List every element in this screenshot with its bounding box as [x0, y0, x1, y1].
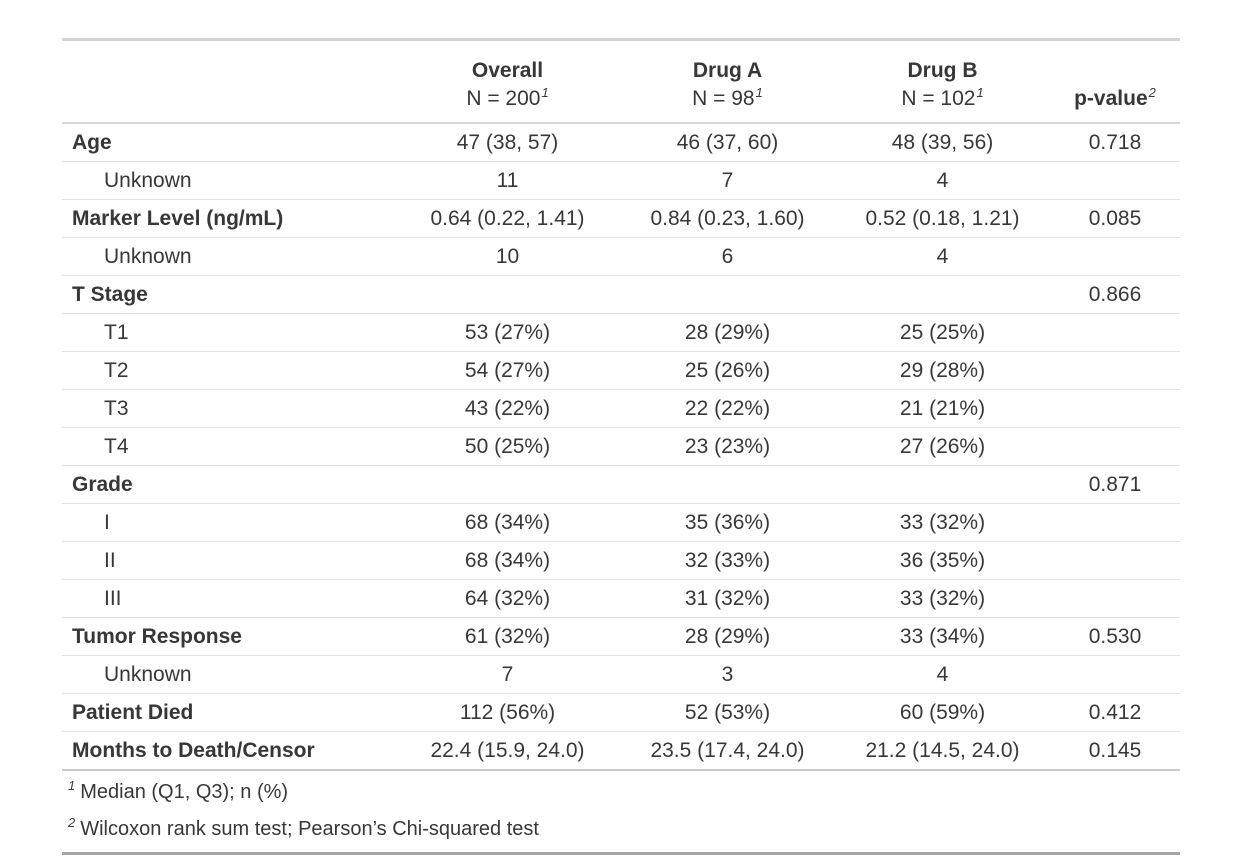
table-row-patient-died [62, 694, 1180, 732]
table-row-age-unknown [62, 162, 1180, 200]
cell-p-value: 0.412 [1050, 694, 1180, 732]
table-body [62, 123, 1180, 770]
column-header-drug-a [620, 40, 835, 124]
row-label: Marker Level (ng/mL) [62, 200, 395, 238]
cell-p-value: 0.866 [1050, 276, 1180, 314]
cell-drug-a [620, 276, 835, 314]
cell-drug-b [835, 276, 1050, 314]
footnote-2 [62, 811, 1180, 854]
cell-drug-b: 21.2 (14.5, 24.0) [835, 732, 1050, 771]
row-label: T4 [62, 428, 395, 466]
cell-overall: 53 (27%) [395, 314, 620, 352]
footnote-mark: 1 [976, 85, 984, 100]
cell-drug-a: 31 (32%) [620, 580, 835, 618]
cell-drug-a: 28 (29%) [620, 618, 835, 656]
footnote-row-1 [62, 770, 1180, 811]
cell-overall: 47 (38, 57) [395, 123, 620, 162]
footnote-mark: 2 [1148, 85, 1156, 100]
cell-overall: 112 (56%) [395, 694, 620, 732]
cell-drug-b: 36 (35%) [835, 542, 1050, 580]
row-label: Patient Died [62, 694, 395, 732]
cell-p-value: 0.530 [1050, 618, 1180, 656]
column-title-overall: Overall [471, 59, 544, 82]
cell-p-value [1050, 238, 1180, 276]
row-label: T1 [62, 314, 395, 352]
row-label: Unknown [62, 162, 395, 200]
cell-p-value [1050, 656, 1180, 694]
cell-overall: 64 (32%) [395, 580, 620, 618]
row-label: T Stage [62, 276, 395, 314]
cell-overall: 22.4 (15.9, 24.0) [395, 732, 620, 771]
footnote-1 [62, 770, 1180, 811]
row-label: I [62, 504, 395, 542]
cell-overall: 0.64 (0.22, 1.41) [395, 200, 620, 238]
footnote-text: Median (Q1, Q3); n (%) [80, 781, 289, 803]
table-row-t3 [62, 390, 1180, 428]
cell-drug-a: 32 (33%) [620, 542, 835, 580]
cell-drug-b: 33 (32%) [835, 580, 1050, 618]
cell-p-value [1050, 314, 1180, 352]
table-row-t-stage [62, 276, 1180, 314]
table-header [62, 40, 1180, 124]
p-value-label: p-value [1074, 87, 1148, 110]
row-label: Grade [62, 466, 395, 504]
cell-drug-b: 33 (34%) [835, 618, 1050, 656]
cell-drug-a: 7 [620, 162, 835, 200]
cell-drug-b: 29 (28%) [835, 352, 1050, 390]
cell-overall: 68 (34%) [395, 542, 620, 580]
cell-overall: 61 (32%) [395, 618, 620, 656]
column-n-overall [399, 85, 616, 113]
cell-p-value: 0.871 [1050, 466, 1180, 504]
row-label: Tumor Response [62, 618, 395, 656]
cell-drug-a [620, 466, 835, 504]
cell-overall: 10 [395, 238, 620, 276]
cell-drug-b: 60 (59%) [835, 694, 1050, 732]
table-row-t4 [62, 428, 1180, 466]
row-label: Unknown [62, 656, 395, 694]
table-row-grade-3 [62, 580, 1180, 618]
summary-table [62, 38, 1180, 855]
cell-drug-a: 25 (26%) [620, 352, 835, 390]
cell-p-value: 0.145 [1050, 732, 1180, 771]
summary-table-container [62, 38, 1180, 855]
column-header-overall [395, 40, 620, 124]
cell-overall: 54 (27%) [395, 352, 620, 390]
footnote-text: Wilcoxon rank sum test; Pearson’s Chi-squared test [80, 818, 539, 840]
table-row-months-to-death [62, 732, 1180, 771]
cell-drug-b: 25 (25%) [835, 314, 1050, 352]
cell-overall: 43 (22%) [395, 390, 620, 428]
cell-drug-b: 4 [835, 656, 1050, 694]
cell-drug-a: 46 (37, 60) [620, 123, 835, 162]
cell-drug-b: 27 (26%) [835, 428, 1050, 466]
n-label: N = 98 [692, 87, 755, 110]
footnote-mark: 1 [755, 85, 763, 100]
cell-drug-b: 48 (39, 56) [835, 123, 1050, 162]
cell-drug-b: 4 [835, 238, 1050, 276]
table-row-t1 [62, 314, 1180, 352]
cell-p-value [1050, 504, 1180, 542]
cell-drug-a: 22 (22%) [620, 390, 835, 428]
table-row-marker-unknown [62, 238, 1180, 276]
cell-drug-a: 3 [620, 656, 835, 694]
footnote-row-2 [62, 811, 1180, 854]
cell-drug-a: 23.5 (17.4, 24.0) [620, 732, 835, 771]
table-row-marker-level [62, 200, 1180, 238]
row-label: II [62, 542, 395, 580]
cell-overall [395, 466, 620, 504]
table-row-age [62, 123, 1180, 162]
column-header-drug-b [835, 40, 1050, 124]
n-label: N = 102 [901, 87, 976, 110]
cell-overall: 68 (34%) [395, 504, 620, 542]
cell-drug-a: 23 (23%) [620, 428, 835, 466]
cell-p-value [1050, 542, 1180, 580]
cell-drug-b: 4 [835, 162, 1050, 200]
row-label: III [62, 580, 395, 618]
row-label: Unknown [62, 238, 395, 276]
row-label: T3 [62, 390, 395, 428]
column-n-drug-b [839, 85, 1046, 113]
row-label: Age [62, 123, 395, 162]
column-title-drug-b: Drug B [907, 59, 978, 82]
cell-drug-b: 0.52 (0.18, 1.21) [835, 200, 1050, 238]
cell-overall [395, 276, 620, 314]
column-title-drug-a: Drug A [692, 59, 763, 82]
column-header-p-value [1050, 40, 1180, 124]
column-title-p-value [1054, 85, 1176, 113]
cell-drug-b: 33 (32%) [835, 504, 1050, 542]
cell-drug-a: 52 (53%) [620, 694, 835, 732]
table-row-response-unknown [62, 656, 1180, 694]
cell-p-value [1050, 580, 1180, 618]
table-row-tumor-response [62, 618, 1180, 656]
cell-drug-a: 0.84 (0.23, 1.60) [620, 200, 835, 238]
cell-p-value [1050, 162, 1180, 200]
footnote-mark: 1 [68, 778, 76, 794]
header-row [62, 40, 1180, 124]
footnote-mark: 1 [541, 85, 549, 100]
cell-drug-a: 35 (36%) [620, 504, 835, 542]
column-header-label [62, 40, 395, 124]
table-row-grade-1 [62, 504, 1180, 542]
column-n-drug-a [624, 85, 831, 113]
cell-drug-b: 21 (21%) [835, 390, 1050, 428]
cell-p-value [1050, 390, 1180, 428]
cell-overall: 7 [395, 656, 620, 694]
footnote-mark: 2 [68, 815, 76, 831]
cell-p-value [1050, 428, 1180, 466]
table-row-t2 [62, 352, 1180, 390]
table-row-grade-2 [62, 542, 1180, 580]
cell-drug-a: 28 (29%) [620, 314, 835, 352]
table-row-grade [62, 466, 1180, 504]
cell-p-value: 0.718 [1050, 123, 1180, 162]
cell-drug-b [835, 466, 1050, 504]
cell-overall: 11 [395, 162, 620, 200]
cell-overall: 50 (25%) [395, 428, 620, 466]
cell-p-value: 0.085 [1050, 200, 1180, 238]
cell-p-value [1050, 352, 1180, 390]
row-label: T2 [62, 352, 395, 390]
table-footnotes [62, 770, 1180, 854]
row-label: Months to Death/Censor [62, 732, 395, 771]
n-label: N = 200 [466, 87, 541, 110]
cell-drug-a: 6 [620, 238, 835, 276]
